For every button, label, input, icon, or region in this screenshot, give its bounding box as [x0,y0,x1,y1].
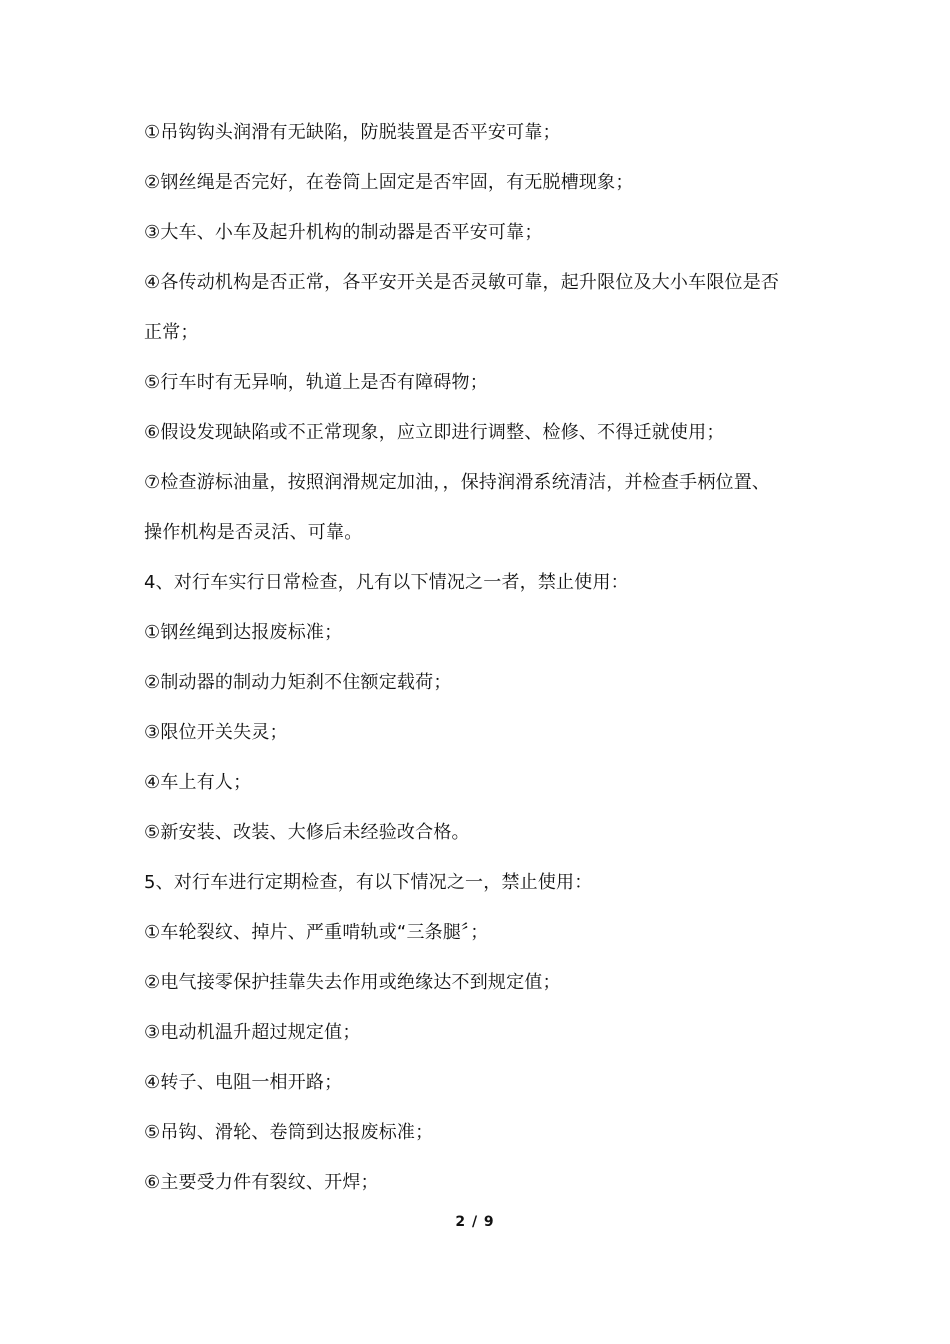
text-line: ⑦检查游标油量，按照润滑规定加油，，保持润滑系统清洁，并检查手柄位置、 [144,472,771,493]
text-line: 正常； [144,322,199,343]
text-line: ③电动机温升超过规定值； [144,1022,361,1043]
text-line: ⑤行车时有无异响，轨道上是否有障碍物； [144,372,488,393]
text-line: ②制动器的制动力矩刹不住额定载荷； [144,672,452,693]
section-heading: 4、对行车实行日常检查，凡有以下情况之一者，禁止使用： [144,572,629,593]
text-line: ②电气接零保护挂靠失去作用或绝缘达不到规定值； [144,972,561,993]
text-line: ①吊钩钩头润滑有无缺陷，防脱装置是否平安可靠； [144,122,561,143]
text-line: ②钢丝绳是否完好，在卷筒上固定是否牢固，有无脱槽现象； [144,172,634,193]
text-line: ⑤吊钩、滑轮、卷筒到达报废标准； [144,1122,434,1143]
document-body [144,108,824,1208]
page-number: 2 / 9 [455,1214,495,1230]
text-line: ③大车、小车及起升机构的制动器是否平安可靠； [144,222,543,243]
section-heading: 5、对行车进行定期检查，有以下情况之一，禁止使用： [144,872,593,893]
text-line: ④车上有人； [144,772,252,793]
text-line: ⑥假设发现缺陷或不正常现象，应立即进行调整、检修、不得迁就使用； [144,422,725,443]
text-line: ①钢丝绳到达报废标准； [144,622,343,643]
text-line: ④各传动机构是否正常，各平安开关是否灵敏可靠，起升限位及大小车限位是否 [144,272,780,293]
text-line: ④转子、电阻一相开路； [144,1072,343,1093]
text-line: 操作机构是否灵活、可靠。 [144,522,363,543]
text-line: ③限位开关失灵； [144,722,288,743]
text-line: ①车轮裂纹、掉片、严重啃轨或“三条腿〞； [144,922,489,943]
text-line: ⑤新安装、改装、大修后未经验改合格。 [144,822,470,843]
text-line: ⑥主要受力件有裂纹、开焊； [144,1172,379,1193]
